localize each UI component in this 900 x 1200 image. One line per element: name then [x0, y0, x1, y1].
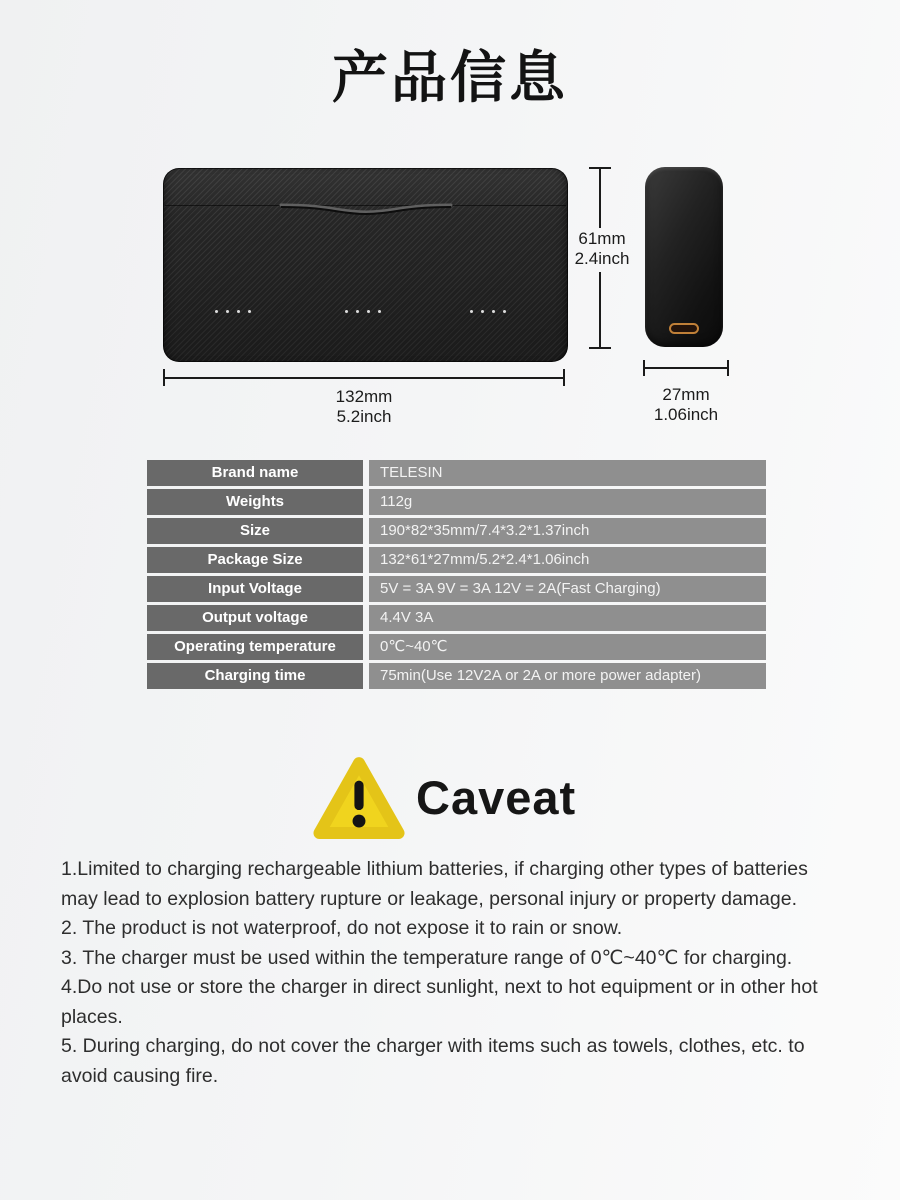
spec-row-label: Operating temperature [147, 634, 363, 660]
spec-row-value: 132*61*27mm/5.2*2.4*1.06inch [369, 547, 766, 573]
spec-row-label: Weights [147, 489, 363, 515]
usb-c-port [669, 323, 699, 334]
led-dot [215, 310, 218, 313]
depth-mm: 27mm [662, 385, 710, 404]
led-dot [492, 310, 495, 313]
lid-notch-curve [276, 198, 456, 216]
height-dimension-label [558, 229, 646, 269]
warning-triangle-icon [313, 754, 405, 844]
height-dimension-tick-top [589, 167, 611, 169]
warning-item-1: 1.Limited to charging rechargeable lithium batteries, if charging other types of batteries may lead to explosion battery rupture or leakage, personal injury or property damage. [61, 858, 808, 910]
spec-row-value: 5V = 3A 9V = 3A 12V = 2A(Fast Charging) [369, 576, 766, 602]
width-inch: 5.2inch [336, 407, 392, 426]
spec-row-label: Input Voltage [147, 576, 363, 602]
depth-dimension-tick-left [643, 360, 645, 376]
led-dot [356, 310, 359, 313]
led-dot [226, 310, 229, 313]
height-dimension-line-bottom [599, 272, 601, 348]
spec-row-label: Brand name [147, 460, 363, 486]
depth-dimension-label [641, 385, 731, 425]
spec-table [147, 460, 766, 689]
page-title: 产品信息 [332, 46, 568, 109]
led-dot [237, 310, 240, 313]
depth-dimension-line [643, 367, 729, 369]
height-dimension-tick-bottom [589, 347, 611, 349]
height-dimension-line-top [599, 168, 601, 228]
warning-item-2: 2. The product is not waterproof, do not expose it to rain or snow. [61, 917, 623, 939]
led-dot [470, 310, 473, 313]
depth-dimension-tick-right [727, 360, 729, 376]
led-dot [503, 310, 506, 313]
spec-row-value: 75min(Use 12V2A or 2A or more power adapter) [369, 663, 766, 689]
spec-row-value: 4.4V 3A [369, 605, 766, 631]
power-bank-side-image [645, 167, 723, 347]
spec-row-value: 190*82*35mm/7.4*3.2*1.37inch [369, 518, 766, 544]
spec-row-value: 112g [369, 489, 766, 515]
led-indicator-group [470, 310, 506, 313]
spec-row-label: Charging time [147, 663, 363, 689]
caveat-warning-list [61, 855, 847, 1091]
height-mm: 61mm [578, 229, 626, 248]
spec-row-label: Size [147, 518, 363, 544]
depth-inch: 1.06inch [653, 405, 719, 424]
led-dot [481, 310, 484, 313]
led-indicator-group [345, 310, 381, 313]
spec-row-value: TELESIN [369, 460, 766, 486]
spec-row-label: Package Size [147, 547, 363, 573]
warning-item-4: 4.Do not use or store the charger in direct sunlight, next to hot equipment or in other hot places. [61, 976, 818, 1028]
warning-item-5: 5. During charging, do not cover the charger with items such as towels, clothes, etc. to avoid causing fire. [61, 1035, 805, 1087]
width-dimension-line [163, 377, 565, 379]
led-dot [345, 310, 348, 313]
led-dot [248, 310, 251, 313]
warning-item-3: 3. The charger must be used within the temperature range of 0℃~40℃ for charging. [61, 946, 793, 969]
led-indicator-group [215, 310, 251, 313]
led-dot [378, 310, 381, 313]
width-dimension-tick-left [163, 369, 165, 386]
caveat-heading: Caveat [416, 771, 577, 824]
height-inch: 2.4inch [574, 249, 630, 268]
led-dot [367, 310, 370, 313]
width-dimension-tick-right [563, 369, 565, 386]
width-dimension-label [163, 387, 565, 427]
spec-row-label: Output voltage [147, 605, 363, 631]
power-bank-front-image [163, 168, 568, 362]
spec-row-value: 0℃~40℃ [369, 634, 766, 660]
width-mm: 132mm [335, 387, 393, 406]
